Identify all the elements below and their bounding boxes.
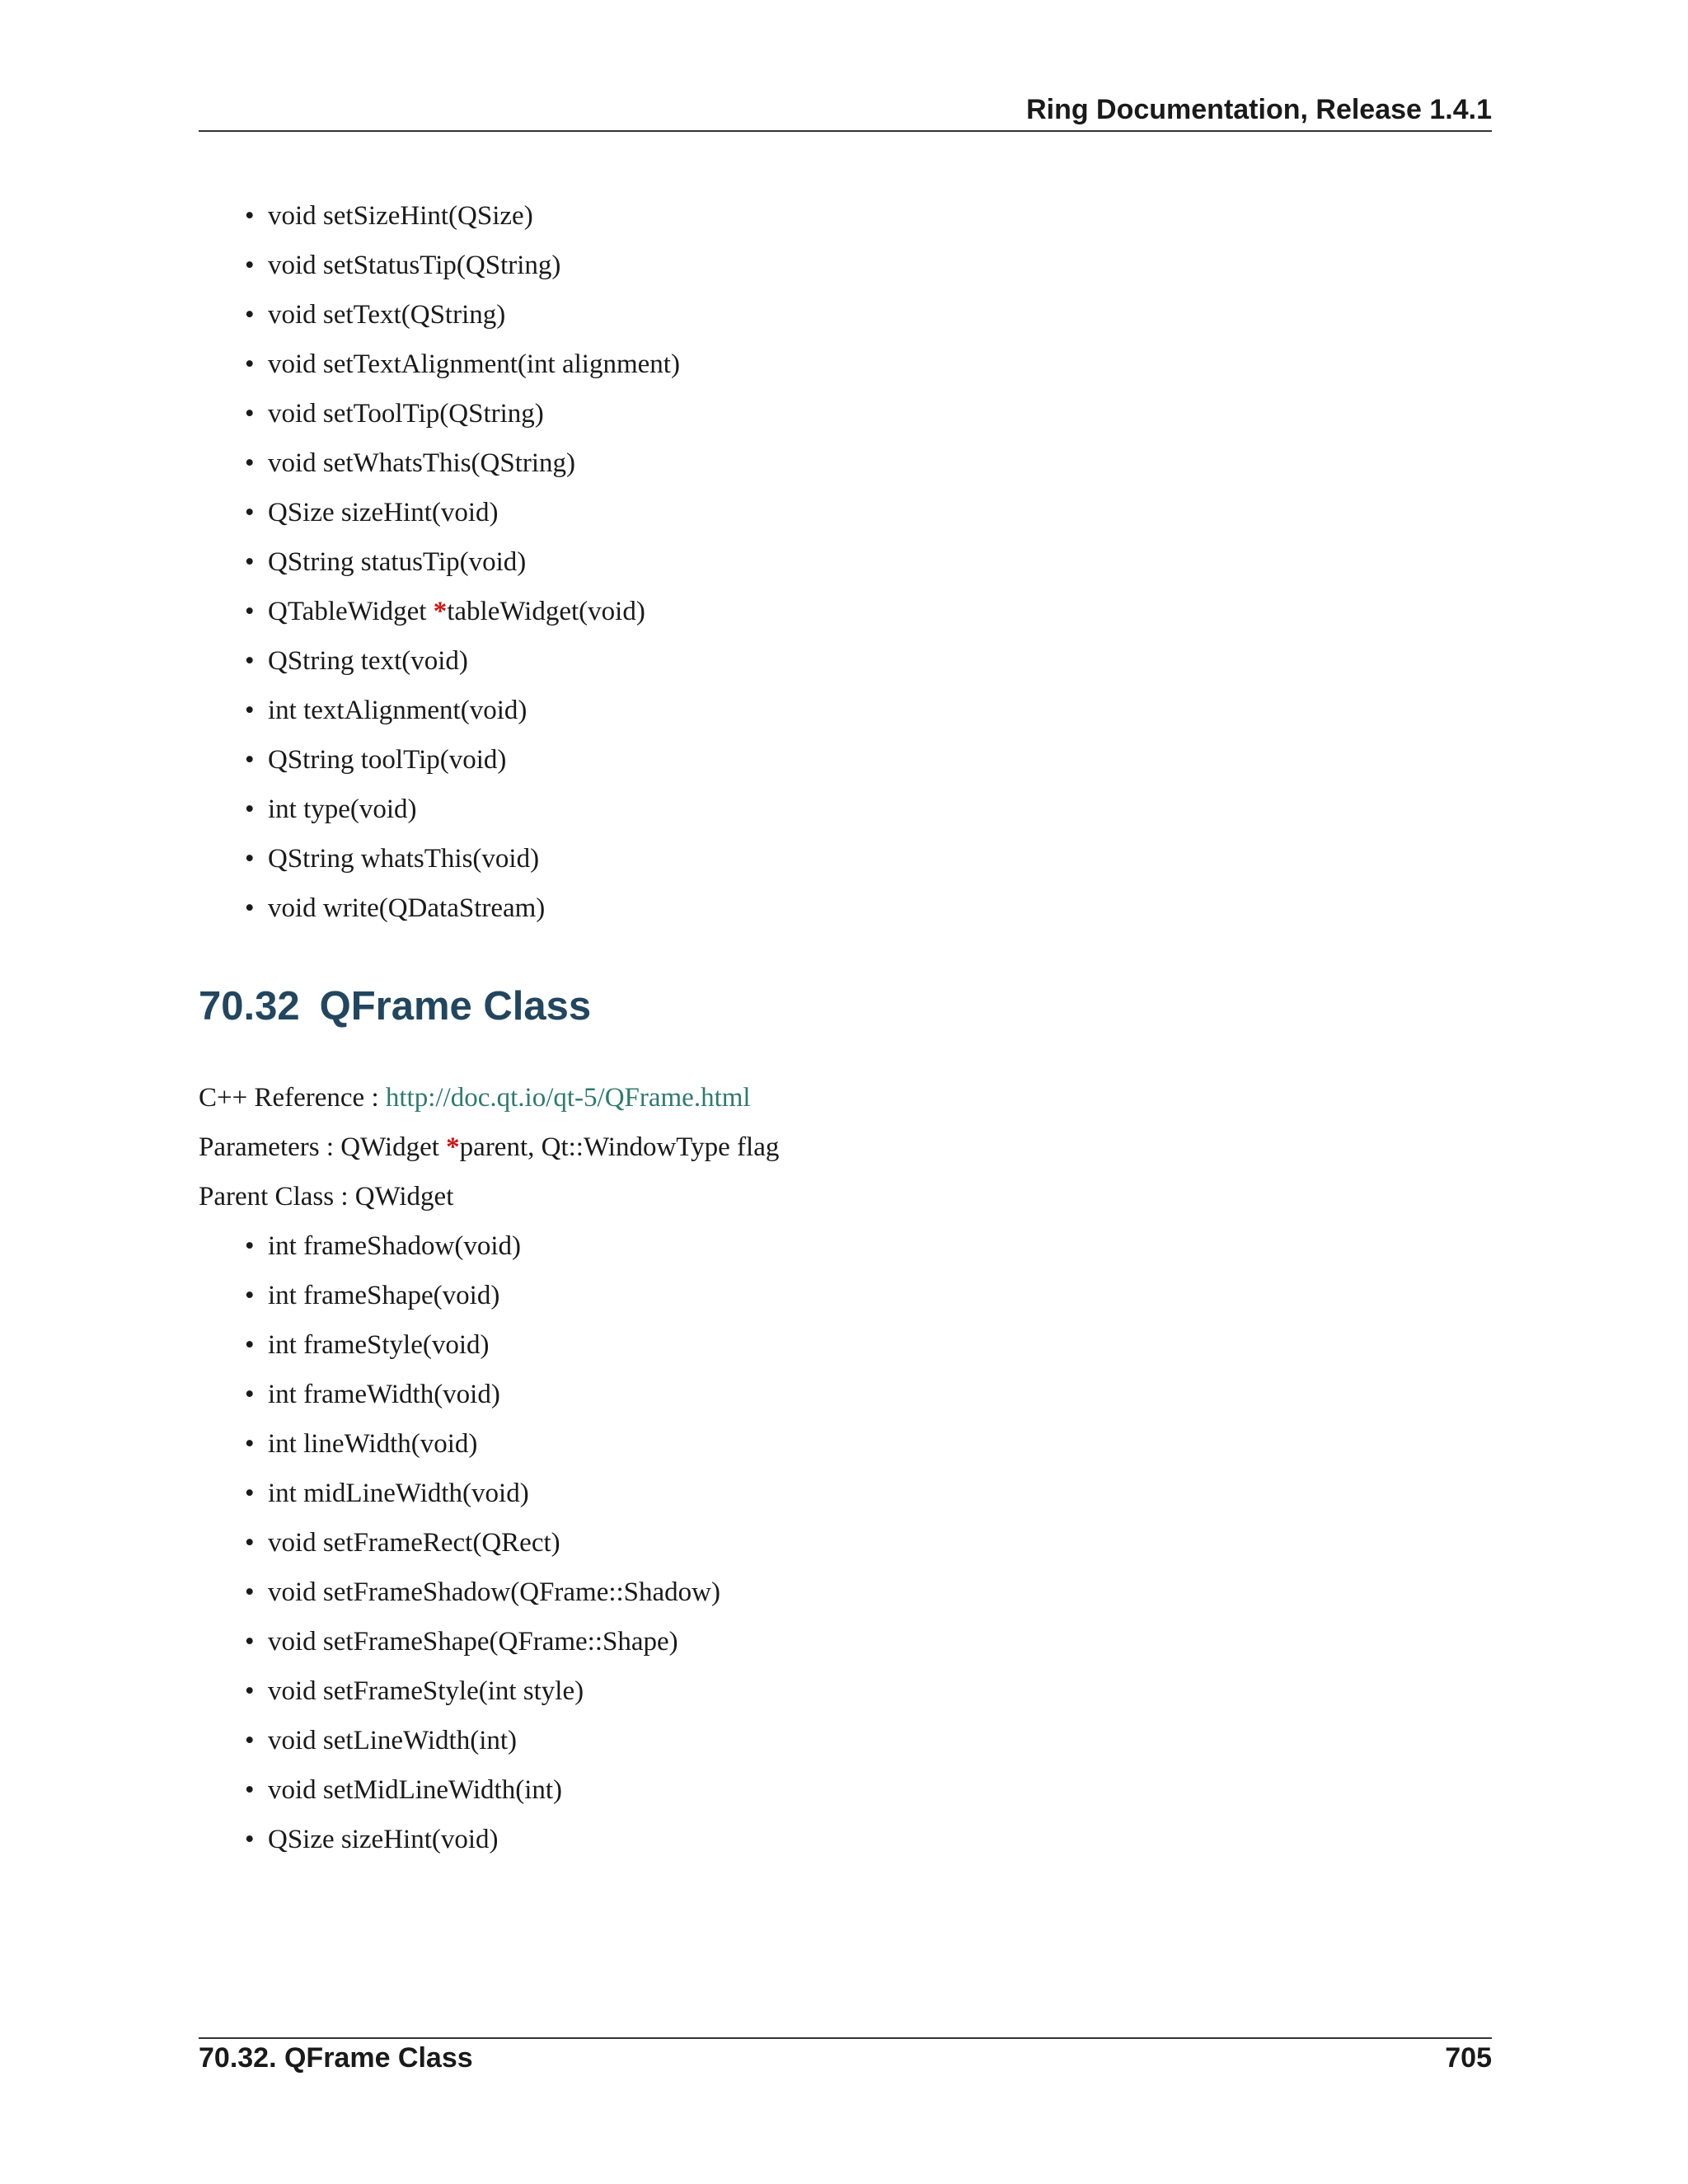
- list-item: [245, 834, 680, 883]
- section-heading: [199, 983, 591, 1029]
- method-signature: void setWhatsThis(QString): [268, 448, 576, 478]
- list-item: [245, 785, 680, 834]
- method-signature: void setToolTip(QString): [268, 399, 544, 429]
- method-signature: void setFrameStyle(int style): [268, 1676, 584, 1706]
- bullet-icon: •: [245, 1380, 255, 1409]
- list-item: [245, 1221, 720, 1271]
- bullet-icon: •: [245, 696, 255, 725]
- bullet-icon: •: [245, 1231, 255, 1261]
- method-signature: void setText(QString): [268, 300, 506, 330]
- return-type: QTableWidget: [268, 597, 434, 626]
- method-signature: QString whatsThis(void): [268, 844, 540, 874]
- parameters-label: Parameters : QWidget: [199, 1132, 447, 1162]
- reference-label: C++ Reference :: [199, 1083, 386, 1113]
- bullet-icon: •: [245, 1676, 255, 1706]
- list-item: [245, 686, 680, 735]
- method-signature: void setLineWidth(int): [268, 1726, 518, 1755]
- method-signature: void setStatusTip(QString): [268, 251, 561, 280]
- section-title: QFrame Class: [319, 984, 592, 1029]
- list-item: [245, 1666, 720, 1716]
- bullet-icon: •: [245, 794, 255, 824]
- method-signature: void write(QDataStream): [268, 893, 546, 923]
- list-item: [245, 636, 680, 686]
- method-signature: void setFrameShadow(QFrame::Shadow): [268, 1577, 720, 1607]
- footer-section-title: 70.32. QFrame Class: [199, 2042, 473, 2074]
- pointer-asterisk: *: [433, 597, 448, 626]
- list-item: [245, 1419, 720, 1469]
- method-list-qframe: [245, 1221, 720, 1864]
- list-item: [245, 340, 680, 389]
- bullet-icon: •: [245, 745, 255, 775]
- running-header: Ring Documentation, Release 1.4.1: [1026, 94, 1492, 125]
- method-signature: void setFrameShape(QFrame::Shape): [268, 1627, 678, 1657]
- bullet-icon: •: [245, 448, 255, 478]
- method-signature: int frameStyle(void): [268, 1330, 490, 1360]
- method-signature: int lineWidth(void): [268, 1429, 478, 1459]
- list-item: [245, 1518, 720, 1568]
- method-signature: int type(void): [268, 794, 417, 824]
- method-signature: void setFrameRect(QRect): [268, 1528, 560, 1558]
- bullet-icon: •: [245, 1577, 255, 1607]
- bullet-icon: •: [245, 1775, 255, 1805]
- cpp-reference: [199, 1080, 751, 1116]
- list-item: [245, 735, 680, 785]
- list-item: [245, 191, 680, 241]
- pointer-asterisk: *: [446, 1132, 460, 1162]
- method-signature: void setTextAlignment(int alignment): [268, 349, 680, 379]
- list-item: [245, 290, 680, 340]
- list-item: [245, 1271, 720, 1320]
- method-signature: void setMidLineWidth(int): [268, 1775, 563, 1805]
- method-signature: QSize sizeHint(void): [268, 1825, 499, 1854]
- method-signature: int midLineWidth(void): [268, 1479, 529, 1508]
- list-item: [245, 587, 680, 636]
- list-item: [245, 1716, 720, 1765]
- list-item: [245, 1815, 720, 1864]
- bullet-icon: •: [245, 1330, 255, 1360]
- method-signature: void setSizeHint(QSize): [268, 201, 533, 231]
- method-signature: QString statusTip(void): [268, 547, 527, 577]
- bullet-icon: •: [245, 893, 255, 923]
- parameters-rest: parent, Qt::WindowType flag: [459, 1132, 780, 1162]
- bullet-icon: •: [245, 1479, 255, 1508]
- list-item: [245, 1320, 720, 1370]
- bullet-icon: •: [245, 547, 255, 577]
- list-item: [245, 1568, 720, 1617]
- method-signature: int frameShadow(void): [268, 1231, 522, 1261]
- bullet-icon: •: [245, 498, 255, 527]
- bullet-icon: •: [245, 1627, 255, 1657]
- bullet-icon: •: [245, 844, 255, 874]
- list-item: [245, 389, 680, 438]
- method-signature: QString toolTip(void): [268, 745, 507, 775]
- method-signature: QSize sizeHint(void): [268, 498, 499, 527]
- bullet-icon: •: [245, 251, 255, 280]
- section-number: 70.32: [199, 984, 300, 1029]
- list-item: [245, 241, 680, 290]
- list-item: [245, 488, 680, 537]
- bullet-icon: •: [245, 349, 255, 379]
- list-item: [245, 438, 680, 488]
- method-signature: tableWidget(void): [447, 597, 645, 626]
- list-item: [245, 883, 680, 933]
- list-item: [245, 1370, 720, 1419]
- bullet-icon: •: [245, 399, 255, 429]
- method-signature: int textAlignment(void): [268, 696, 528, 725]
- header-rule: [199, 130, 1492, 132]
- bullet-icon: •: [245, 201, 255, 231]
- bullet-icon: •: [245, 1429, 255, 1459]
- bullet-icon: •: [245, 1528, 255, 1558]
- list-item: [245, 537, 680, 587]
- bullet-icon: •: [245, 1825, 255, 1854]
- method-signature: QString text(void): [268, 646, 468, 676]
- method-signature: int frameShape(void): [268, 1281, 500, 1310]
- parameters-line: [199, 1129, 779, 1165]
- footer-rule: [199, 2037, 1492, 2039]
- reference-link[interactable]: http://doc.qt.io/qt-5/QFrame.html: [385, 1083, 751, 1113]
- bullet-icon: •: [245, 300, 255, 330]
- bullet-icon: •: [245, 1726, 255, 1755]
- list-item: [245, 1469, 720, 1518]
- page-number: 705: [1445, 2042, 1492, 2074]
- bullet-icon: •: [245, 646, 255, 676]
- list-item: [245, 1617, 720, 1666]
- method-list-previous-class: [245, 191, 680, 933]
- bullet-icon: •: [245, 1281, 255, 1310]
- parent-class-line: Parent Class : QWidget: [199, 1182, 454, 1212]
- list-item: [245, 1765, 720, 1815]
- method-signature: int frameWidth(void): [268, 1380, 500, 1409]
- bullet-icon: •: [245, 597, 255, 626]
